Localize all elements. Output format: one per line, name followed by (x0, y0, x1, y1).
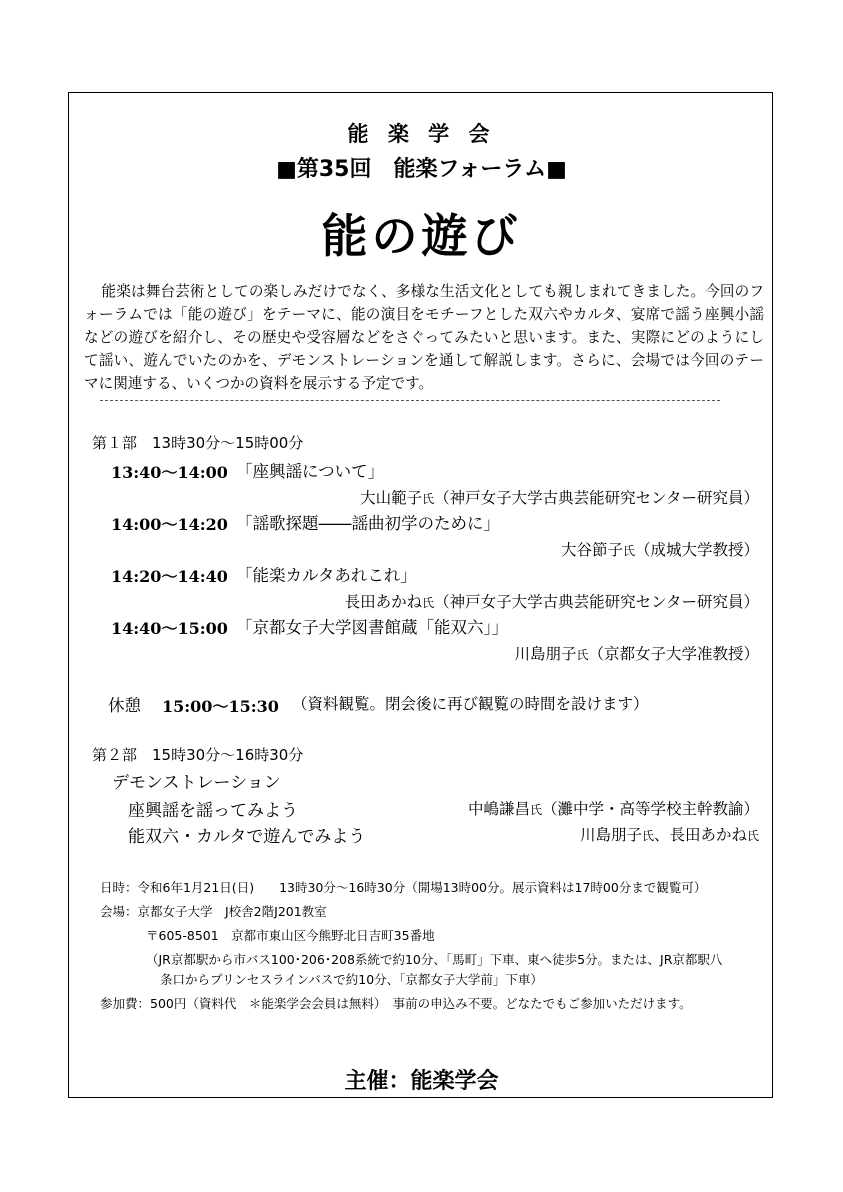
event-access: 条口からプリンセスラインバスで約10分、「京都女子大学前」下車） (160, 972, 543, 987)
speaker-affiliation: （神戸女子大学古典芸能研究センター研究員） (434, 489, 759, 507)
demo-item-speaker (580, 823, 759, 845)
talk-speaker (514, 642, 759, 664)
speaker-affiliation: （京都女子大学准教授） (588, 645, 759, 663)
honorific: 氏 (622, 544, 635, 558)
page-title: 能の遊び (321, 209, 522, 263)
talk-title: 「座興謡について」 (236, 462, 385, 481)
event-fee: 参加費：500円（資料代 ＊能楽学会会員は無料） 事前の申込み不要。どなたでもご参加いただけます。 (100, 996, 692, 1011)
event-access: （JR京都駅から市バス100･206･208系統で約10分、「馬町」下車、東へ徒歩5分。または、JR京都駅八 (146, 952, 723, 967)
honorific: 氏 (422, 596, 435, 610)
honorific: 氏 (422, 492, 435, 506)
demo-item-title: 能双六・カルタで遊んでみよう (128, 827, 366, 847)
honorific: 氏 (576, 648, 589, 662)
event-date: 日時：令和6年1月21日(日) 13時30分～16時30分（開場13時00分。展示資料は17時00分まで観覧可） (100, 880, 707, 895)
event-venue: 会場：京都女子大学 J校舎2階J201教室 (100, 904, 327, 919)
honorific: 氏 (746, 829, 759, 843)
demo-title: デモンストレーション (112, 773, 281, 793)
demo-item-title: 座興謡を謡ってみよう (128, 801, 298, 821)
speaker-name: 大谷節子 (560, 541, 623, 559)
talk-time: 14:20～14:40 (111, 567, 228, 586)
sponsor: 主催：能楽学会 (344, 1069, 499, 1094)
speaker-affiliation: （成城大学教授） (634, 541, 759, 559)
talk-title: 「京都女子大学図書館蔵「能双六」」 (236, 618, 509, 637)
talk-time: 14:40～15:00 (111, 619, 228, 638)
talk-speaker (345, 590, 759, 612)
break-time: 15:00～15:30 (162, 697, 279, 716)
part2-heading: 第２部 15時30分～16時30分 (92, 746, 304, 764)
speaker-affiliation: （灘中学・高等学校主幹教諭） (541, 800, 759, 818)
forum-heading: ■第35回 能楽フォーラム■ (276, 157, 567, 182)
part1-heading: 第１部 13時30分～15時00分 (92, 434, 304, 452)
speaker-name: 大山範子 (360, 489, 423, 507)
talk-title: 「謡歌探題――謡曲初学のために」 (236, 514, 500, 533)
talk-speaker (360, 486, 759, 508)
break-note: （資料観覧。閉会後に再び観覧の時間を設けます） (292, 695, 649, 713)
speaker-affiliation: （神戸女子大学古典芸能研究センター研究員） (434, 593, 759, 611)
organization-name: 能 楽 学 会 (347, 122, 496, 146)
speaker-name: 川島朋子 (514, 645, 577, 663)
event-address: 〒605-8501 京都市東山区今熊野北日吉町35番地 (146, 928, 435, 943)
break-label: 休憩 (108, 696, 141, 715)
honorific: 氏 (529, 803, 542, 817)
divider (100, 400, 720, 401)
speaker-name: 川島朋子 (579, 826, 642, 844)
demo-item-speaker (468, 797, 759, 819)
talk-title: 「能楽カルタあれこれ」 (236, 566, 417, 585)
talk-speaker (561, 538, 759, 560)
talk-time: 13:40～14:00 (111, 463, 228, 482)
speaker-name: 中嶋謙昌 (467, 800, 530, 818)
speaker-name: 長田あかね (344, 593, 423, 611)
speaker-affiliation: 、長田あかね (653, 826, 747, 844)
intro-paragraph: 能楽は舞台芸術としての楽しみだけでなく、多様な生活文化としても親しまれてきました。今回のフォーラムでは「能の遊び」をテーマに、能の演目をモチーフとした双六やカルタ、宴席で謡う座興小謡などの遊びを紹介し、その歴史や受容層などをさぐってみたいと思います。また、実際にどのようにして謡い、遊んでいたのかを、デモンストレーションを通して解説します。さらに、会場では今回のテーマに関連する、いくつかの資料を展示する予定です。 (84, 283, 764, 392)
talk-time: 14:00～14:20 (111, 515, 228, 534)
honorific: 氏 (641, 829, 654, 843)
